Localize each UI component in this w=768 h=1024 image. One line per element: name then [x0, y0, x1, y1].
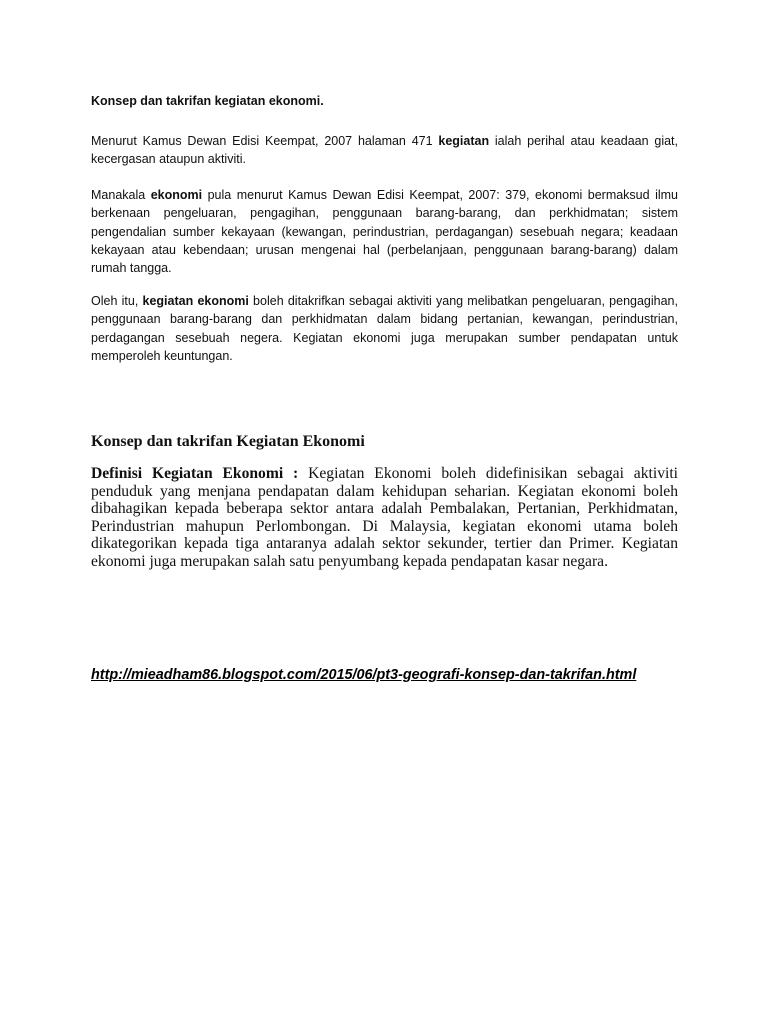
paragraph-text: Menurut Kamus Dewan Edisi Keempat, 2007 halaman 471 — [91, 134, 439, 148]
section1-title: Konsep dan takrifan kegiatan ekonomi. — [91, 94, 324, 108]
paragraph-text: boleh ditakrifkan sebagai aktiviti yang melibatkan pengeluaran, pengagihan, penggunaan barang-barang dan perkhidmatan dalam bidang pertanian, kewangan, perindustrian, perdagangan sesebuah negera. Kegiatan ekonomi juga merupakan sumber pendapatan untuk memperoleh keuntungan. — [91, 294, 678, 363]
paragraph-kegiatan-definition — [91, 132, 678, 169]
paragraph-ekonomi-definition — [91, 186, 678, 277]
bold-term-ekonomi: ekonomi — [150, 188, 203, 202]
paragraph-definisi-kegiatan-ekonomi — [91, 465, 678, 571]
paragraph-kegiatan-ekonomi-definition — [91, 292, 678, 365]
source-url-link[interactable]: http://mieadham86.blogspot.com/2015/06/pt3-geografi-konsep-dan-takrifan.html — [91, 667, 637, 683]
paragraph-text: pula menurut Kamus Dewan Edisi Keempat, 2007: 379, ekonomi bermaksud ilmu berkenaan pengeluaran, pengagihan, penggunaan barang-barang, dan perkhidmatan; sistem pengendalian sumber kekayaan (kewangan, perindustrian, perdagangan) sesebuah negara; keadaan kekayaan atau kebendaan; urusan mengenai hal (perbelanjaan, penggunaan barang-barang) dalam rumah tangga. — [91, 188, 678, 276]
section2-title: Konsep dan takrifan Kegiatan Ekonomi — [91, 433, 365, 450]
bold-term-kegiatan-ekonomi: kegiatan ekonomi — [142, 294, 249, 308]
bold-term-kegiatan: kegiatan — [438, 134, 490, 148]
paragraph-text: Kegiatan Ekonomi boleh didefinisikan sebagai aktiviti penduduk yang menjana pendapatan dalam kehidupan seharian. Kegiatan ekonomi boleh dibahagikan kepada beberapa sektor antara adalah Pembalakan, Pertanian, Perkhidmatan, Perindustrian mahupun Perlombongan. Di Malaysia, kegiatan ekonomi utama boleh dikategorikan kepada tiga antaranya adalah sektor sekunder, tertier dan Primer. Kegiatan ekonomi juga merupakan salah satu penyumbang kepada pendapatan kasar negara. — [91, 465, 678, 570]
paragraph-text: Oleh itu, — [91, 294, 143, 308]
bold-label-definisi: Definisi Kegiatan Ekonomi : — [91, 465, 299, 482]
paragraph-text: ialah perihal atau keadaan giat, kecergasan ataupun aktiviti. — [91, 134, 678, 167]
paragraph-text: Manakala — [91, 188, 151, 202]
